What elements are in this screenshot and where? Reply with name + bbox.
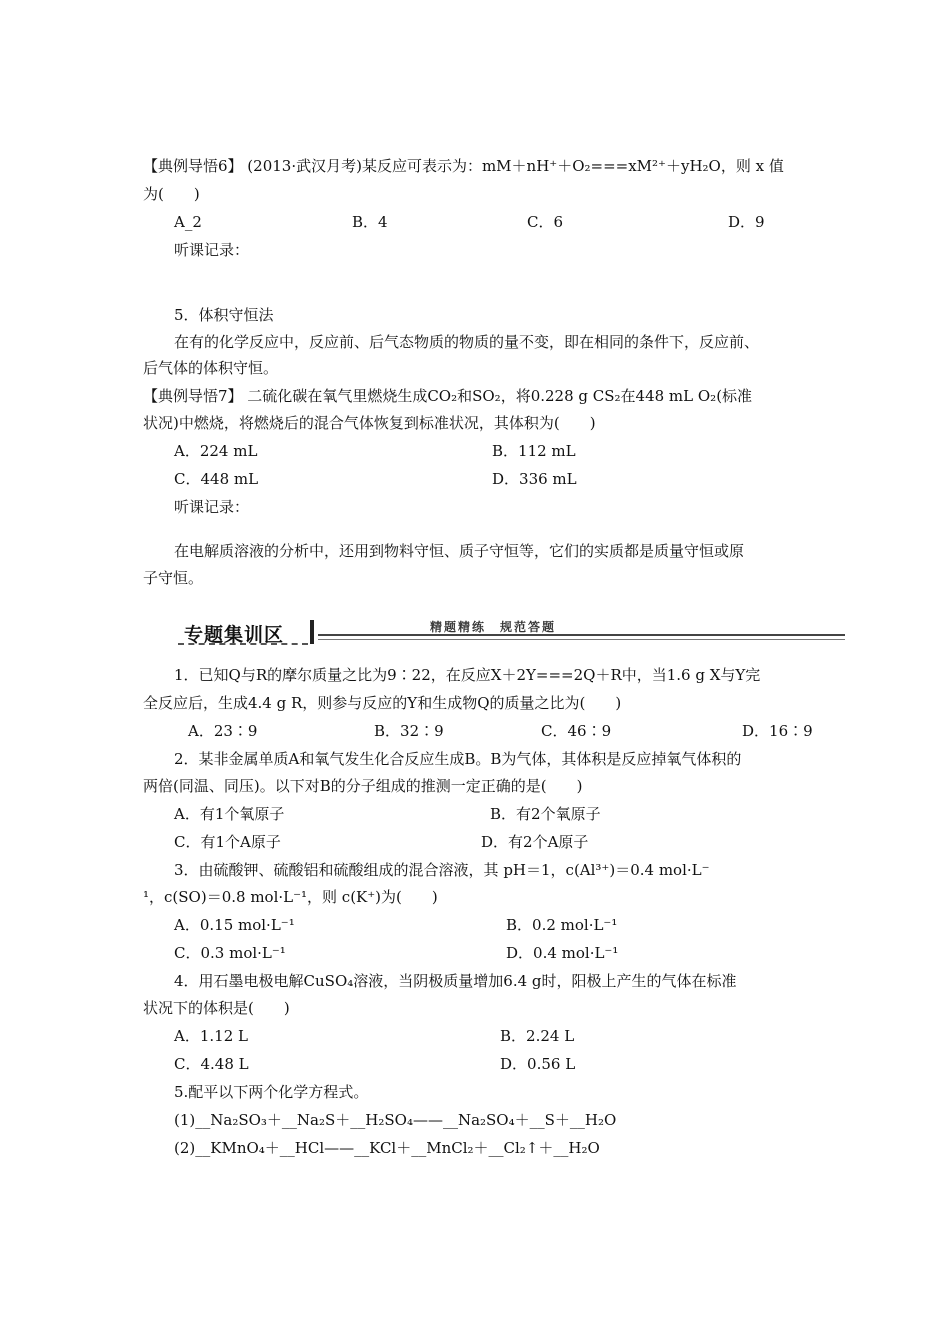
text-line: 【典例导悟6】 (2013·武汉月考)某反应可表示为：mM＋nH⁺＋O₂===xM²⁺＋yH₂O，则 x 值 (143, 157, 784, 175)
text-line: 2．某非金属单质A和氧气发生化合反应生成B。B为气体，其体积是反应掉氧气体积的 (174, 750, 742, 768)
text-line: D．有2个A原子 (481, 833, 589, 851)
text-line: A．1.12 L (174, 1027, 248, 1045)
text-line: A．0.15 mol·L⁻¹ (174, 916, 295, 934)
text-line: 为( ) (143, 185, 200, 203)
text-line: 在电解质溶液的分析中，还用到物料守恒、质子守恒等，它们的实质都是质量守恒或原 (174, 542, 745, 560)
text-line: 听课记录： (174, 241, 250, 259)
section-banner (170, 618, 845, 648)
text-line: 子守恒。 (143, 569, 204, 587)
text-line: A．有1个氧原子 (174, 805, 285, 823)
text-line: C．0.3 mol·L⁻¹ (174, 944, 286, 962)
text-line: C．6 (527, 213, 564, 231)
text-line: B．112 mL (492, 442, 576, 460)
text-line: B．0.2 mol·L⁻¹ (506, 916, 618, 934)
text-line: B．2.24 L (500, 1027, 575, 1045)
text-line: C．448 mL (174, 470, 259, 488)
text-line: B．32∶9 (374, 722, 444, 740)
text-line: 5．体积守恒法 (174, 306, 274, 324)
text-line: 后气体的体积守恒。 (143, 359, 279, 377)
text-line: 状况下的体积是( ) (143, 999, 290, 1017)
banner-divider (310, 620, 314, 644)
text-line: C．有1个A原子 (174, 833, 281, 851)
text-line: D．9 (728, 213, 765, 231)
text-line: D．0.4 mol·L⁻¹ (506, 944, 619, 962)
banner-rule (318, 634, 845, 636)
text-line: (2)__KMnO₄＋__HCl——__KCl＋__MnCl₂＋__Cl₂↑＋__H₂O (174, 1139, 600, 1157)
text-line: D．0.56 L (500, 1055, 576, 1073)
text-line: A．224 mL (174, 442, 258, 460)
banner-title: 专题集训区 (184, 624, 285, 646)
text-line: ¹，c(SO)＝0.8 mol·L⁻¹，则 c(K⁺)为( ) (143, 888, 438, 906)
text-line: 全反应后，生成4.4 g R，则参与反应的Y和生成物Q的质量之比为( ) (143, 694, 622, 712)
text-line: 两倍(同温、同压)。以下对B的分子组成的推测一定正确的是( ) (143, 777, 583, 795)
text-line: 4．用石墨电极电解CuSO₄溶液，当阴极质量增加6.4 g时，阳极上产生的气体在标准 (174, 972, 737, 990)
text-line: 【典例导悟7】 二硫化碳在氧气里燃烧生成CO₂和SO₂，将0.228 g CS₂在448 mL O₂(标准 (143, 387, 753, 405)
text-line: 1．已知Q与R的摩尔质量之比为9∶22，在反应X＋2Y===2Q＋R中，当1.6 g X与Y完 (174, 666, 761, 684)
text-line: D．336 mL (492, 470, 577, 488)
text-line: B．有2个氧原子 (490, 805, 601, 823)
text-line: 听课记录： (174, 498, 250, 516)
banner-underline (178, 643, 308, 645)
text-line: (1)__Na₂SO₃＋__Na₂S＋__H₂SO₄——__Na₂SO₄＋__S＋__H₂O (174, 1111, 617, 1129)
text-line: B．4 (352, 213, 388, 231)
text-line: 在有的化学反应中，反应前、后气态物质的物质的量不变，即在相同的条件下，反应前、 (174, 333, 760, 351)
text-line: 5.配平以下两个化学方程式。 (174, 1083, 369, 1101)
text-line: C．4.48 L (174, 1055, 249, 1073)
text-line: C．46∶9 (541, 722, 612, 740)
text-line: A．23∶9 (188, 722, 258, 740)
text-line: D．16∶9 (742, 722, 813, 740)
text-line: A_2 (174, 213, 202, 231)
banner-subtitle: 精题精练 规范答题 (430, 620, 557, 634)
text-line: 状况)中燃烧，将燃烧后的混合气体恢复到标准状况，其体积为( ) (143, 414, 596, 432)
banner-rule-thin (318, 639, 845, 640)
text-line: 3．由硫酸钾、硫酸铝和硫酸组成的混合溶液，其 pH＝1，c(Al³⁺)＝0.4 mol·L⁻ (174, 861, 710, 879)
